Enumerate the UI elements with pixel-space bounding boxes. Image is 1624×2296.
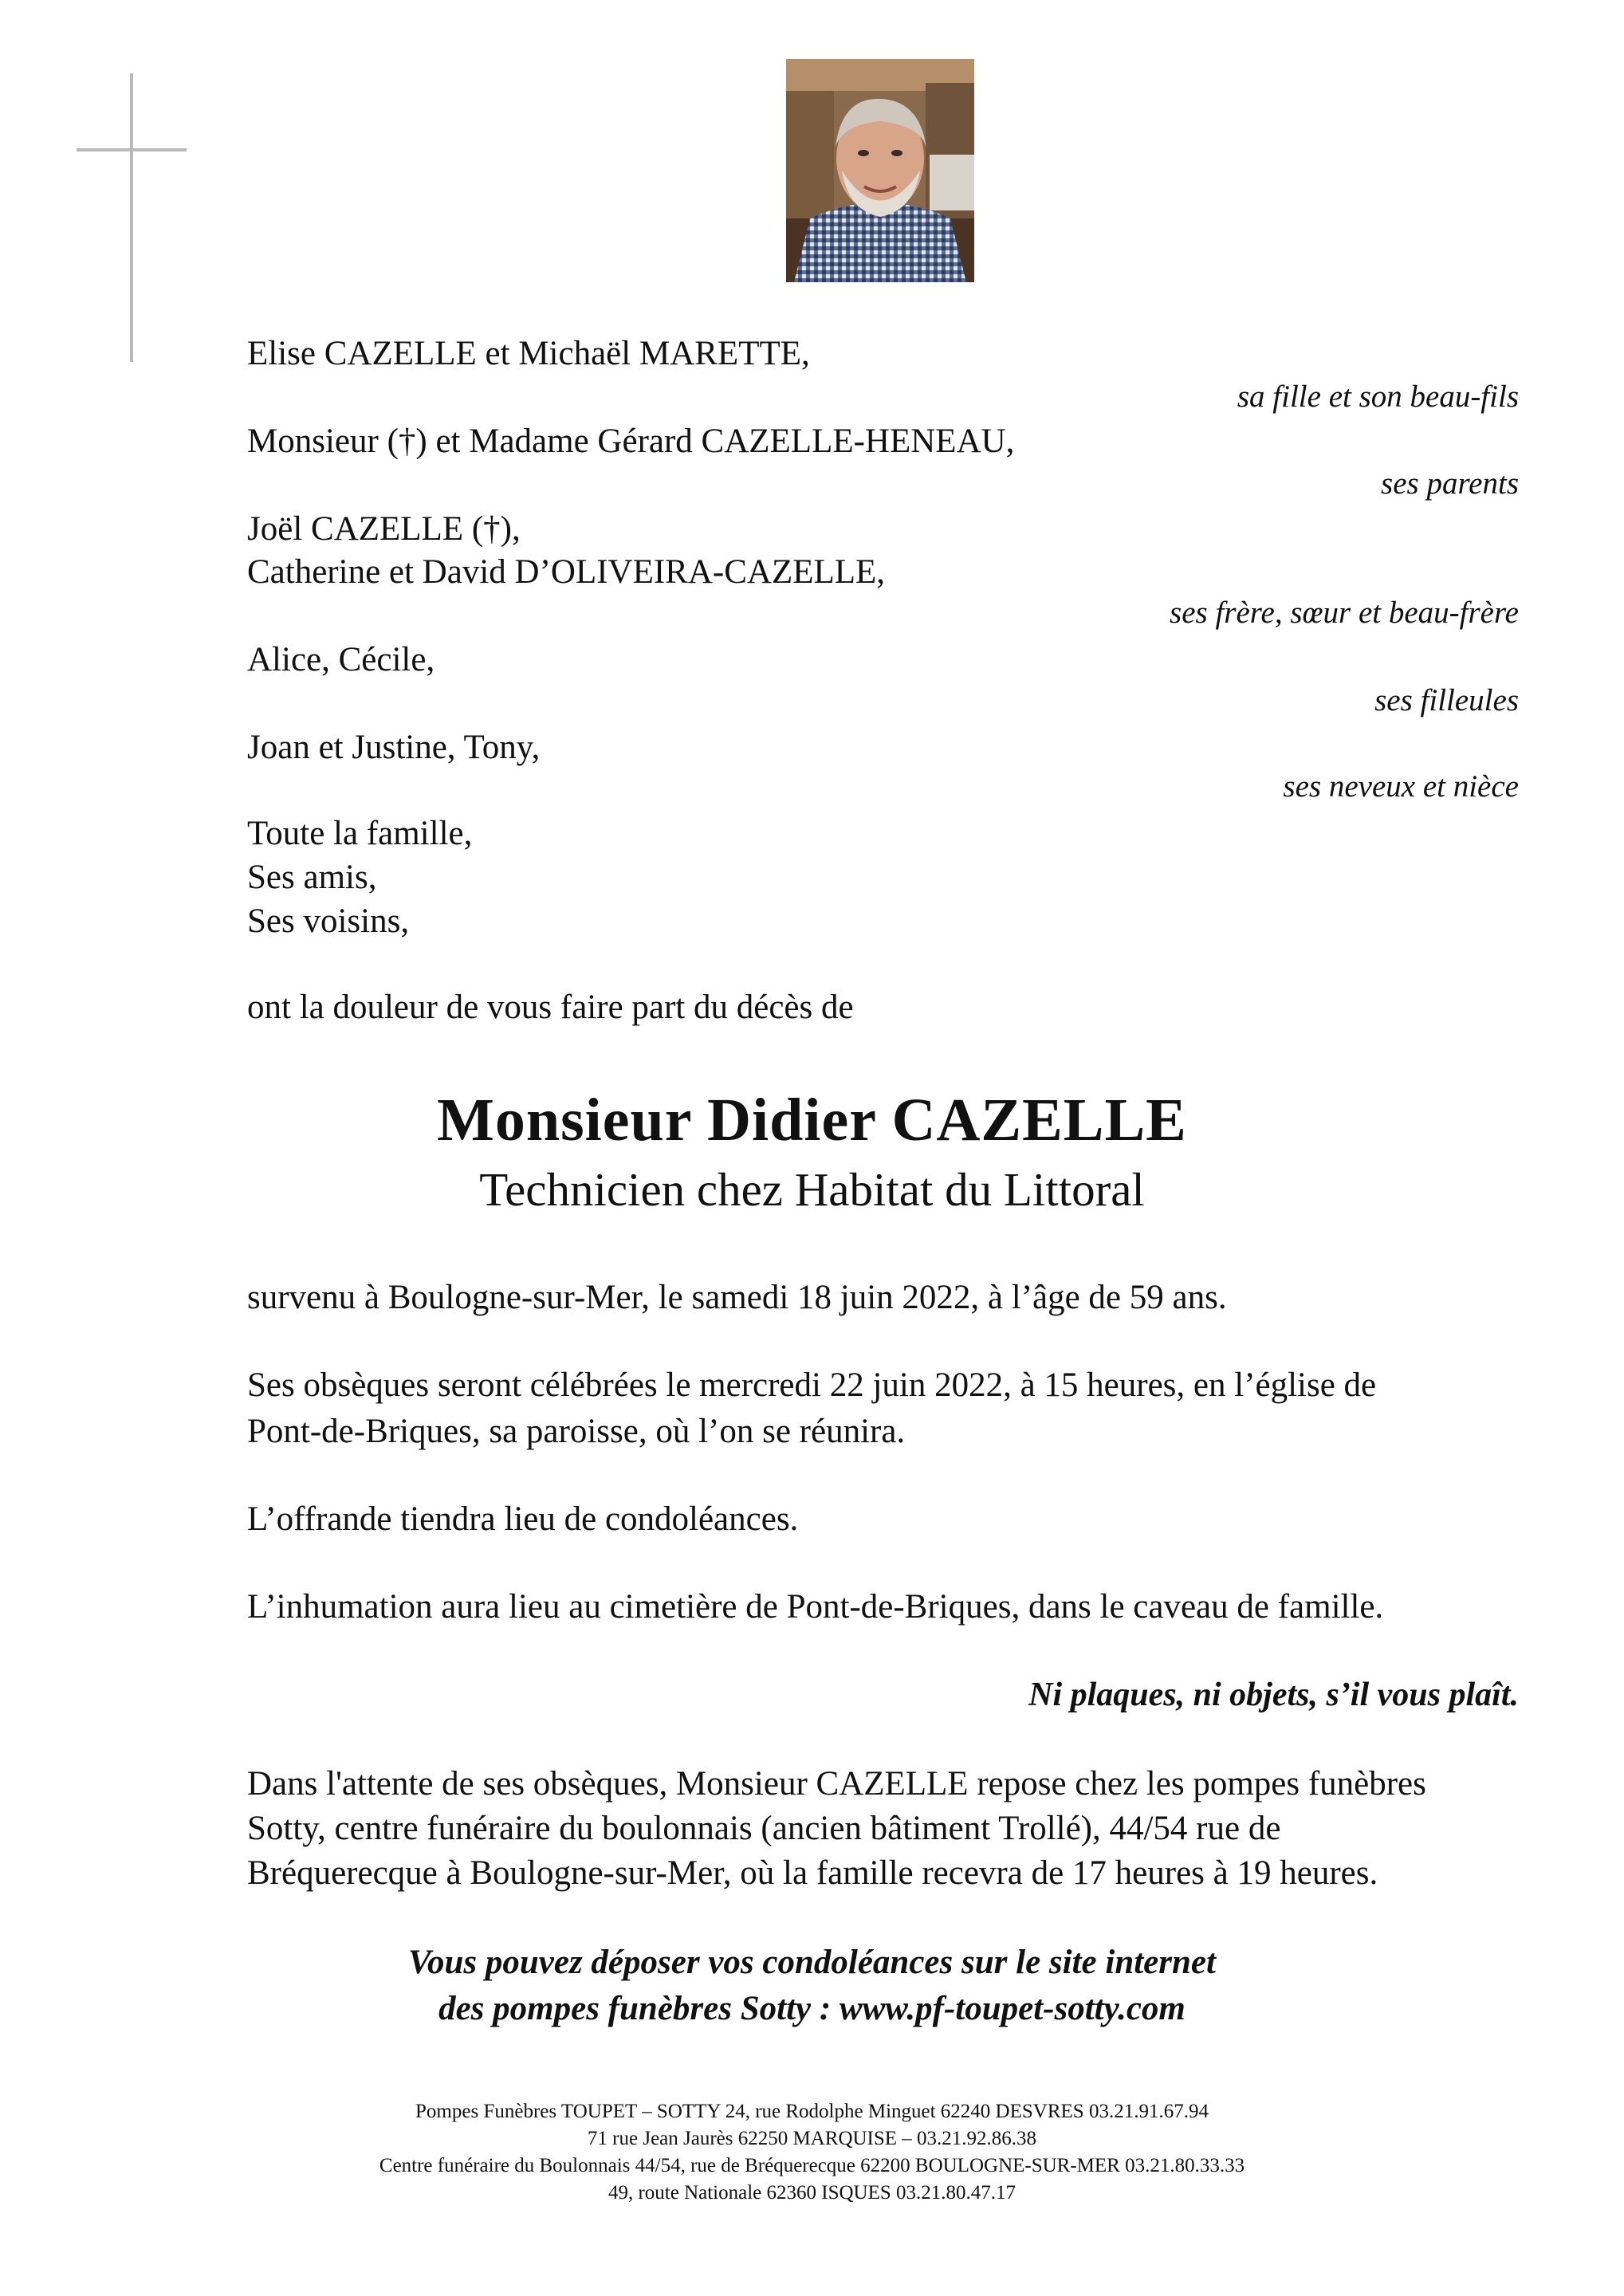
- family-line: Ses amis,: [247, 859, 377, 896]
- family-line: Monsieur (†) et Madame Gérard CAZELLE-HENEAU,: [247, 423, 1015, 460]
- relation-label: ses parents: [1381, 466, 1519, 501]
- cross-icon-vertical: [130, 73, 133, 362]
- family-line: Alice, Cécile,: [247, 641, 435, 678]
- family-line: Joan et Justine, Tony,: [247, 729, 541, 766]
- death-details: survenu à Boulogne-sur-Mer, le samedi 18 juin 2022, à l’âge de 59 ans.: [247, 1279, 1227, 1316]
- rest-details: Bréquerecque à Boulogne-sur-Mer, où la famille recevra de 17 heures à 19 heures.: [247, 1854, 1378, 1892]
- deceased-name: Monsieur Didier CAZELLE: [437, 1087, 1187, 1154]
- family-line: Ses voisins,: [247, 902, 410, 940]
- offering-note: L’offrande tiendra lieu de condoléances.: [247, 1500, 799, 1538]
- rest-details: Dans l'attente de ses obsèques, Monsieur CAZELLE repose chez les pompes funèbres: [247, 1765, 1426, 1803]
- condolences-website[interactable]: des pompes funèbres Sotty : www.pf-toupet-sotty.com: [438, 1990, 1186, 2027]
- family-line: Toute la famille,: [247, 815, 473, 852]
- footer-line: 71 rue Jean Jaurès 62250 MARQUISE – 03.21.92.86.38: [587, 2128, 1037, 2149]
- no-flowers-note: Ni plaques, ni objets, s’il vous plaît.: [1028, 1677, 1519, 1713]
- footer-line: Pompes Funèbres TOUPET – SOTTY 24, rue Rodolphe Minguet 62240 DESVRES 03.21.91.67.94: [415, 2101, 1209, 2122]
- announcement: ont la douleur de vous faire part du décès de: [247, 989, 854, 1026]
- family-line: Joël CAZELLE (†),: [247, 510, 521, 548]
- family-line: Elise CAZELLE et Michaël MARETTE,: [247, 335, 810, 372]
- portrait-photo: [786, 59, 974, 282]
- funeral-details: Pont-de-Briques, sa paroisse, où l’on se réunira.: [247, 1413, 906, 1450]
- funeral-details: Ses obsèques seront célébrées le mercredi 22 juin 2022, à 15 heures, en l’église de: [247, 1366, 1377, 1404]
- relation-label: sa fille et son beau-fils: [1237, 379, 1519, 414]
- rest-details: Sotty, centre funéraire du boulonnais (ancien bâtiment Trollé), 44/54 rue de: [247, 1810, 1281, 1847]
- relation-label: ses filleules: [1374, 683, 1519, 718]
- deceased-occupation: Technicien chez Habitat du Littoral: [479, 1163, 1145, 1216]
- condolences-note: Vous pouvez déposer vos condoléances sur le site internet: [408, 1944, 1216, 1981]
- cross-icon-horizontal: [77, 148, 187, 151]
- burial-details: L’inhumation aura lieu au cimetière de Pont-de-Briques, dans le caveau de famille.: [247, 1588, 1384, 1626]
- relation-label: ses frère, sœur et beau-frère: [1170, 596, 1519, 630]
- family-line: Catherine et David D’OLIVEIRA-CAZELLE,: [247, 553, 886, 591]
- footer-line: 49, route Nationale 62360 ISQUES 03.21.80.47.17: [608, 2182, 1016, 2204]
- footer-line: Centre funéraire du Boulonnais 44/54, rue de Bréquerecque 62200 BOULOGNE-SUR-MER 03.21.80.33.33: [379, 2155, 1245, 2176]
- relation-label: ses neveux et nièce: [1283, 769, 1519, 804]
